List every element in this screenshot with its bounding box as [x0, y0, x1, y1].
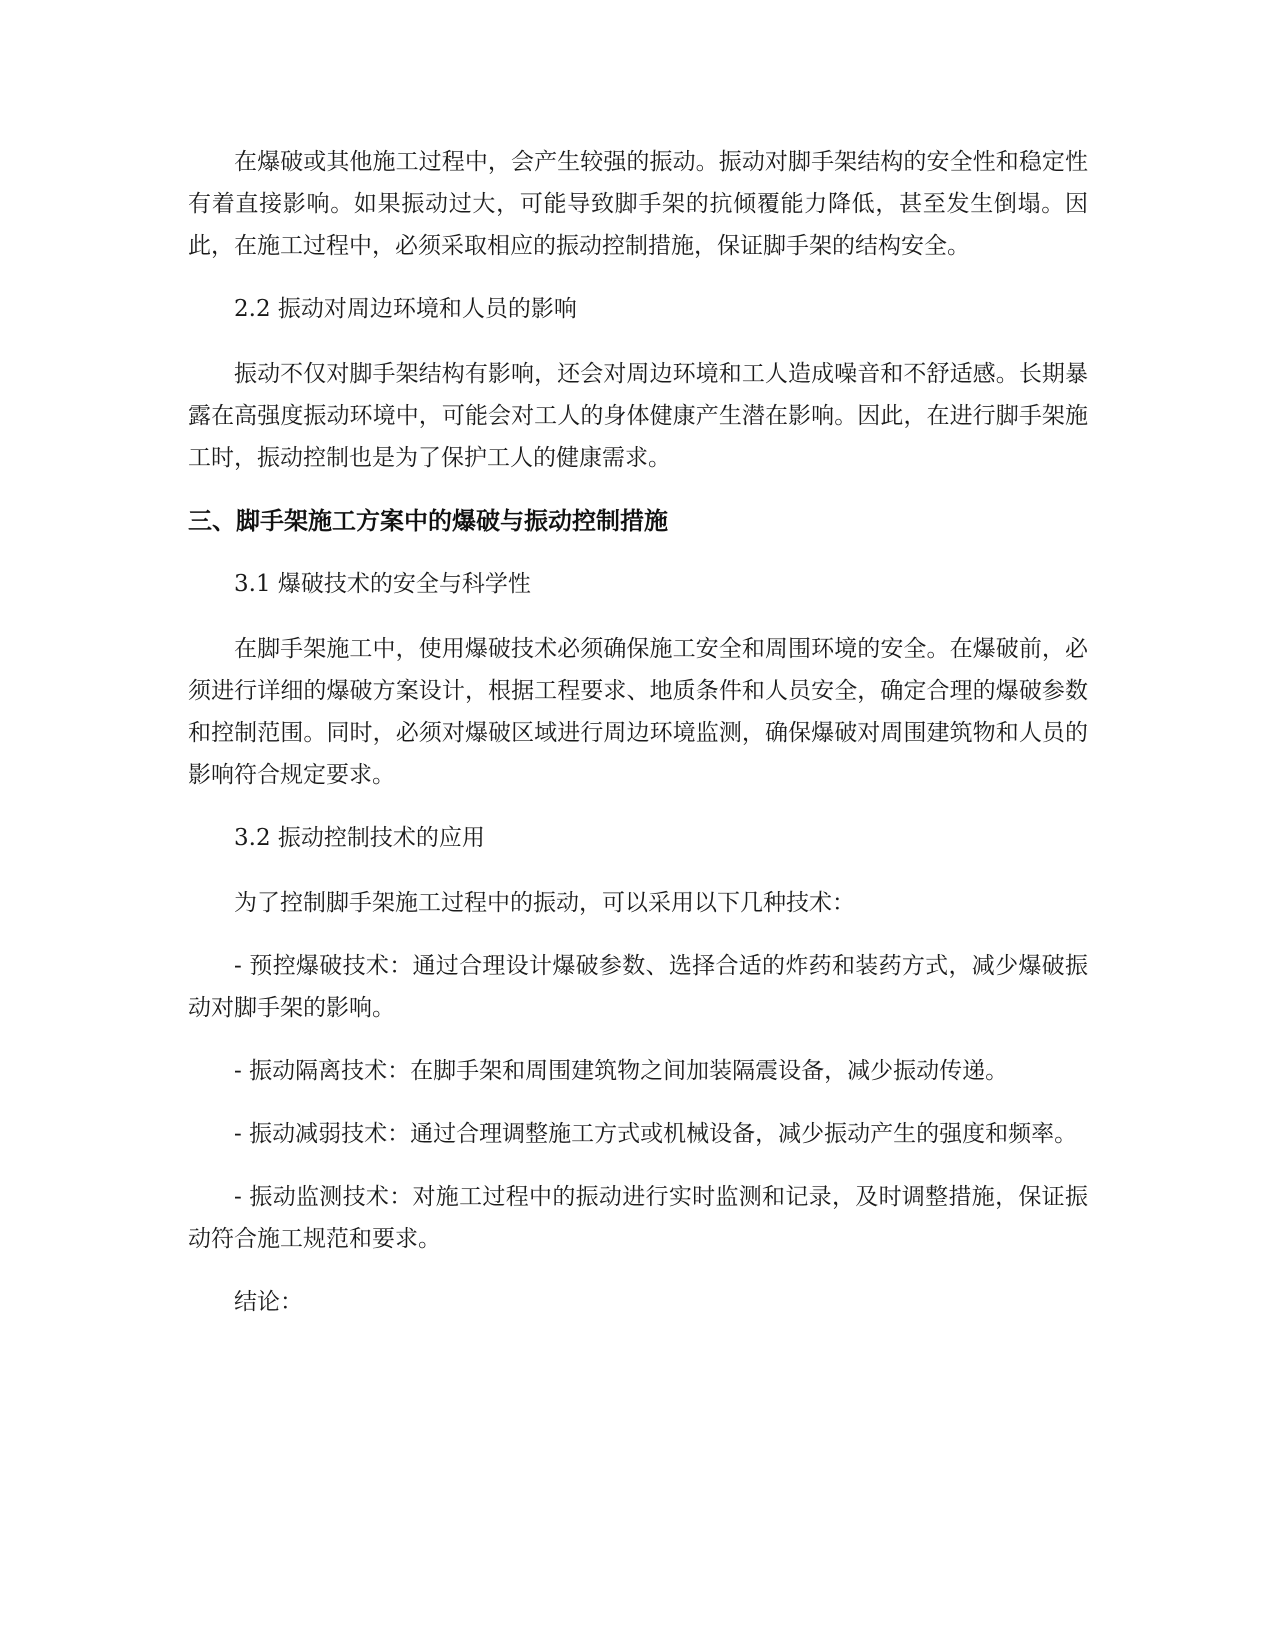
list-item-vibration-isolation: - 振动隔离技术：在脚手架和周围建筑物之间加装隔震设备，减少振动传递。: [234, 1058, 1009, 1084]
paragraph-vibration-effect-on-scaffold: 在爆破或其他施工过程中，会产生较强的振动。振动对脚手架结构的安全性和稳定性有着直接影响。如果振动过大，可能导致脚手架的抗倾覆能力降低，甚至发生倒塌。因此，在施工过程中，必须采取相应的振动控制措施，保证脚手架的结构安全。: [188, 149, 1088, 259]
spacer: [188, 605, 1088, 628]
spacer: [188, 479, 1088, 500]
spacer: [188, 1092, 1088, 1113]
paragraph-techniques-intro: 为了控制脚手架施工过程中的振动，可以采用以下几种技术：: [234, 890, 855, 916]
subheading-3-1: 3.1 爆破技术的安全与科学性: [234, 571, 531, 597]
spacer: [188, 796, 1088, 817]
spacer: [188, 542, 1088, 563]
spacer: [188, 267, 1088, 288]
spacer: [188, 1260, 1088, 1281]
list-item-vibration-reduction: - 振动减弱技术：通过合理调整施工方式或机械设备，减少振动产生的强度和频率。: [234, 1121, 1078, 1147]
conclusion-label: 结论：: [234, 1289, 303, 1315]
paragraph-blasting-safety: 在脚手架施工中，使用爆破技术必须确保施工安全和周围环境的安全。在爆破前，必须进行详细的爆破方案设计，根据工程要求、地质条件和人员安全，确定合理的爆破参数和控制范围。同时，必须对爆破区域进行周边环境监测，确保爆破对周围建筑物和人员的影响符合规定要求。: [188, 636, 1088, 788]
list-item-vibration-monitoring: - 振动监测技术：对施工过程中的振动进行实时监测和记录，及时调整措施，保证振动符合施工规范和要求。: [188, 1184, 1088, 1252]
spacer: [188, 330, 1088, 353]
subheading-3-2: 3.2 振动控制技术的应用: [234, 825, 485, 851]
spacer: [188, 924, 1088, 945]
subheading-2-2: 2.2 振动对周边环境和人员的影响: [234, 296, 577, 322]
spacer: [188, 1029, 1088, 1050]
paragraph-environment-and-personnel: 振动不仅对脚手架结构有影响，还会对周边环境和工人造成噪音和不舒适感。长期暴露在高强度振动环境中，可能会对工人的身体健康产生潜在影响。因此，在进行脚手架施工时，振动控制也是为了保护工人的健康需求。: [188, 361, 1088, 471]
list-item-pre-controlled-blasting: - 预控爆破技术：通过合理设计爆破参数、选择合适的炸药和装药方式，减少爆破振动对脚手架的影响。: [188, 953, 1088, 1021]
section-heading-3: 三、脚手架施工方案中的爆破与振动控制措施: [188, 507, 668, 535]
spacer: [188, 1155, 1088, 1176]
spacer: [188, 859, 1088, 882]
document-body: [188, 141, 1088, 1323]
